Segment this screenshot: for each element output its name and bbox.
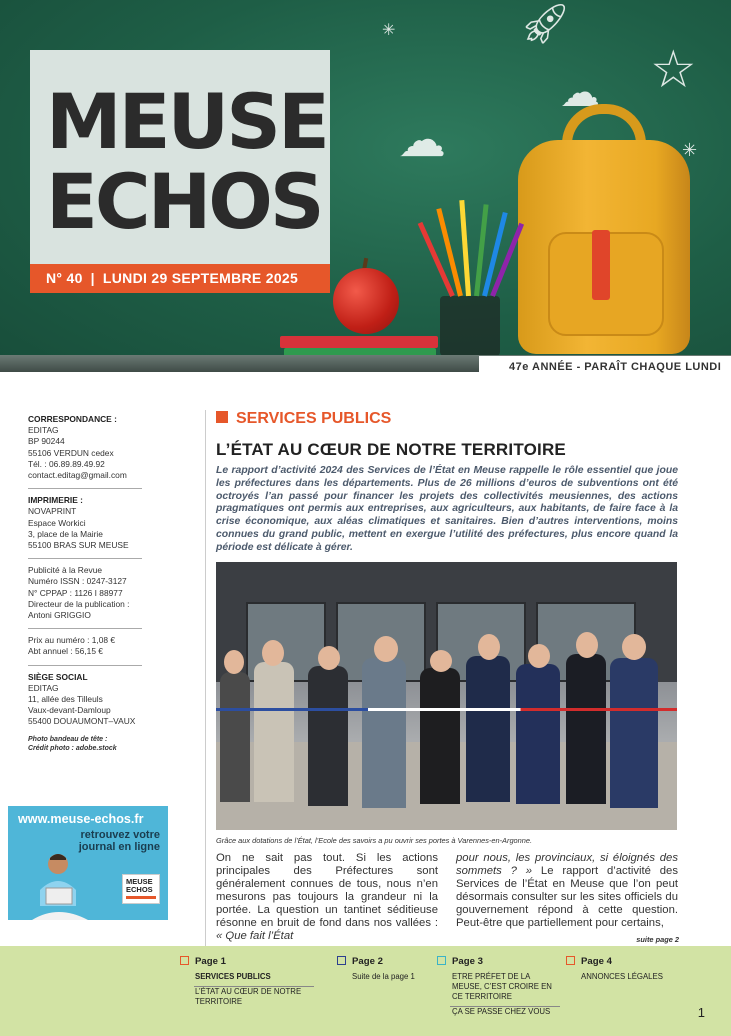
promo-logo-line1: MEUSE xyxy=(126,877,153,886)
article-lead: Le rapport d’activité 2024 des Services de l’État en Meuse rappelle le rôle essentiel que joue les préfectures dans les départements. Plus de 26 millions d’euros de subventions ont été octroyés l’an passé pour financer les projets des collectivités meusiennes, des actions pragmatiques ont permis aux entreprises, aux agriculteurs, aux habitants, de faire face à la crise économique, aux aléas climatiques et sanitaires. Bien d’autres interventions, moins connues du grand public, mettent en exergue l’utilité des préfectures, plus encore quand la période est délicate à gérer. xyxy=(216,465,678,553)
section-heading xyxy=(216,410,391,428)
photo-caption: Grâce aux dotations de l’État, l’Ecole des savoirs a pu ouvrir ses portes à Varennes-en-Argonne. xyxy=(216,836,533,845)
section-heading-text: SERVICES PUBLICS xyxy=(236,410,392,427)
toc-item[interactable]: SERVICES PUBLICS xyxy=(195,972,271,981)
toc-page-title: Page 4 xyxy=(581,956,612,967)
correspondance-block xyxy=(28,414,176,481)
toc-page-1[interactable] xyxy=(180,956,310,1012)
column-divider xyxy=(205,410,206,946)
imprimerie-line: 55100 BRAS SUR MEUSE xyxy=(28,540,129,551)
publication-line: Publicité à la Revue xyxy=(28,565,103,576)
website-promo[interactable] xyxy=(8,806,168,920)
publication-block xyxy=(28,565,176,621)
publication-line: Numéro ISSN : 0247-3127 xyxy=(28,576,127,587)
photo-person xyxy=(466,656,510,802)
imprimerie-title: IMPRIMERIE : xyxy=(28,495,83,506)
divider xyxy=(28,558,142,559)
chalk-rocket-icon: 🚀︎ xyxy=(520,1,571,47)
toc-page-label xyxy=(437,956,557,967)
toc-item[interactable]: ÇA SE PASSE CHEZ VOUS xyxy=(452,1007,551,1016)
tricolour-ribbon xyxy=(216,708,677,711)
publication-line: Antoni GRIGGIO xyxy=(28,610,91,621)
publication-line: Directeur de la publication : xyxy=(28,598,130,609)
issue-bar xyxy=(30,264,330,293)
pencil-illustration xyxy=(459,200,471,296)
correspondance-line: EDITAG xyxy=(28,425,59,436)
photo-person-head xyxy=(576,632,598,658)
toc-rule xyxy=(450,1006,560,1007)
photo-person xyxy=(516,664,560,804)
toc-page-title: Page 1 xyxy=(195,956,226,967)
chalk-sparkle-icon: ✳ xyxy=(382,20,396,39)
toc-page-label xyxy=(180,956,310,967)
toc-page-title: Page 3 xyxy=(452,956,483,967)
toc-square-icon xyxy=(566,956,575,965)
chalk-sparkle-icon: ✳ xyxy=(682,140,698,161)
correspondance-email[interactable]: contact.editag@gmail.com xyxy=(28,470,127,481)
siege-line: 11, allée des Tilleuls xyxy=(28,694,103,705)
toc-item[interactable]: L’ÉTAT AU CŒUR DE NOTRE TERRITOIRE xyxy=(195,987,302,1006)
section-square-icon xyxy=(216,411,228,423)
publication-line: N° CPPAP : 1126 I 88977 xyxy=(28,587,123,598)
toc-square-icon xyxy=(337,956,346,965)
siege-title: SIÈGE SOCIAL xyxy=(28,671,88,682)
toc-page-title: Page 2 xyxy=(352,956,383,967)
siege-block xyxy=(28,672,176,728)
toc-page-3[interactable] xyxy=(437,956,557,1022)
book-illustration xyxy=(280,336,438,348)
photo-credits xyxy=(28,735,176,754)
correspondance-title: CORRESPONDANCE : xyxy=(28,414,117,424)
promo-url-link[interactable]: www.meuse-echos.fr xyxy=(18,812,144,826)
photo-person-head xyxy=(262,640,284,666)
siege-line: EDITAG xyxy=(28,682,59,693)
sidebar-imprint xyxy=(28,414,176,754)
credit-line: Photo bandeau de tête : xyxy=(28,735,108,743)
toc-item[interactable]: Suite de la page 1 xyxy=(352,972,415,981)
imprimerie-line: NOVAPRINT xyxy=(28,506,77,517)
logo-title-line1: MEUSE xyxy=(46,77,327,166)
apple-illustration xyxy=(333,268,399,334)
masthead-banner xyxy=(0,0,731,372)
promo-logo-bar xyxy=(126,896,156,899)
photo-person xyxy=(308,666,348,806)
prix-line: Prix au numéro : 1,08 € xyxy=(28,635,116,646)
column-2-text: Le rapport d’activité des Services de l’État en Meuse que l’on peut désormais consulter sur les sites officiels du gouvernement répond à cette question. Peut-être que partiellement pour certains, xyxy=(456,865,678,929)
page-number: 1 xyxy=(697,1005,705,1020)
photo-person xyxy=(420,668,460,804)
issue-separator: | xyxy=(90,270,95,286)
toc-rule xyxy=(194,986,314,987)
prix-line: Abt annuel : 56,15 € xyxy=(28,646,103,657)
continued-note: suite page 2 xyxy=(636,935,679,944)
correspondance-line: Tél. : 06.89.89.49.92 xyxy=(28,458,105,469)
imprimerie-block xyxy=(28,495,176,551)
photo-person-head xyxy=(224,650,244,674)
promo-logo-line2: ECHOS xyxy=(126,885,153,894)
article-title: L’ÉTAT AU CŒUR DE NOTRE TERRITOIRE xyxy=(216,440,566,459)
logo-title-line2: ECHOS xyxy=(46,157,322,246)
toc-page-label xyxy=(566,956,696,967)
pencil-cup-illustration xyxy=(440,296,500,356)
column-2-quote: pour nous, les provinciaux, si éloignés des sommets ? » xyxy=(456,852,678,877)
credit-line: Crédit photo : adobe.stock xyxy=(28,745,117,753)
photo-person-head xyxy=(478,634,500,660)
chalk-cloud-icon: ☁ xyxy=(398,112,446,168)
promo-text: retrouvez votre journal en ligne xyxy=(78,829,160,853)
photo-person xyxy=(220,672,250,802)
photo-person-head xyxy=(318,646,340,670)
photo-person xyxy=(254,662,294,802)
photo-person xyxy=(362,658,406,808)
issue-date: LUNDI 29 SEPTEMBRE 2025 xyxy=(102,270,299,286)
photo-person-head xyxy=(430,650,452,672)
tagline: 47e ANNÉE - PARAÎT CHAQUE LUNDI xyxy=(479,356,731,378)
article-photo xyxy=(216,562,677,830)
article-column-1 xyxy=(216,852,438,943)
photo-person xyxy=(610,658,658,808)
correspondance-line: BP 90244 xyxy=(28,436,65,447)
toc-square-icon xyxy=(180,956,189,965)
issue-number: N° 40 xyxy=(46,270,83,286)
divider xyxy=(28,628,142,629)
column-1-text: On ne sait pas tout. Si les actions principales des Préfectures sont généralement connues de tous, nous n’en mesurons pas toujours la grandeur ni la portée. La question un tantinet séditieuse résonne en bruit de fond dans nos vallées : xyxy=(216,852,438,929)
promo-logo xyxy=(122,874,160,904)
photo-person-head xyxy=(374,636,398,662)
chalk-star-icon: ☆ xyxy=(650,40,697,100)
person-with-laptop-icon xyxy=(28,850,94,920)
toc-item[interactable]: ETRE PRÉFET DE LA MEUSE, C’EST CROIRE EN CE TERRITOIRE xyxy=(452,972,552,1001)
toc-page-4[interactable] xyxy=(566,956,696,987)
logo-block xyxy=(30,50,330,293)
siege-line: 55400 DOUAUMONT–VAUX xyxy=(28,716,136,727)
article-column-2 xyxy=(456,852,678,930)
divider xyxy=(28,488,142,489)
prix-block xyxy=(28,635,176,657)
siege-line: Vaux-devant-Damloup xyxy=(28,705,111,716)
imprimerie-line: Espace Workici xyxy=(28,517,86,528)
imprimerie-line: 3, place de la Mairie xyxy=(28,528,103,539)
column-1-quote: « Que fait l’État xyxy=(216,930,294,942)
toc-item[interactable]: ANNONCES LÉGALES xyxy=(581,972,663,981)
divider xyxy=(28,665,142,666)
backpack-strap xyxy=(592,230,610,300)
correspondance-line: 55106 VERDUN cedex xyxy=(28,447,114,458)
photo-person-head xyxy=(528,644,550,668)
photo-person xyxy=(566,654,606,804)
chalk-cloud-icon: ☁ xyxy=(560,70,600,116)
toc-square-icon xyxy=(437,956,446,965)
photo-person-head xyxy=(622,634,646,660)
